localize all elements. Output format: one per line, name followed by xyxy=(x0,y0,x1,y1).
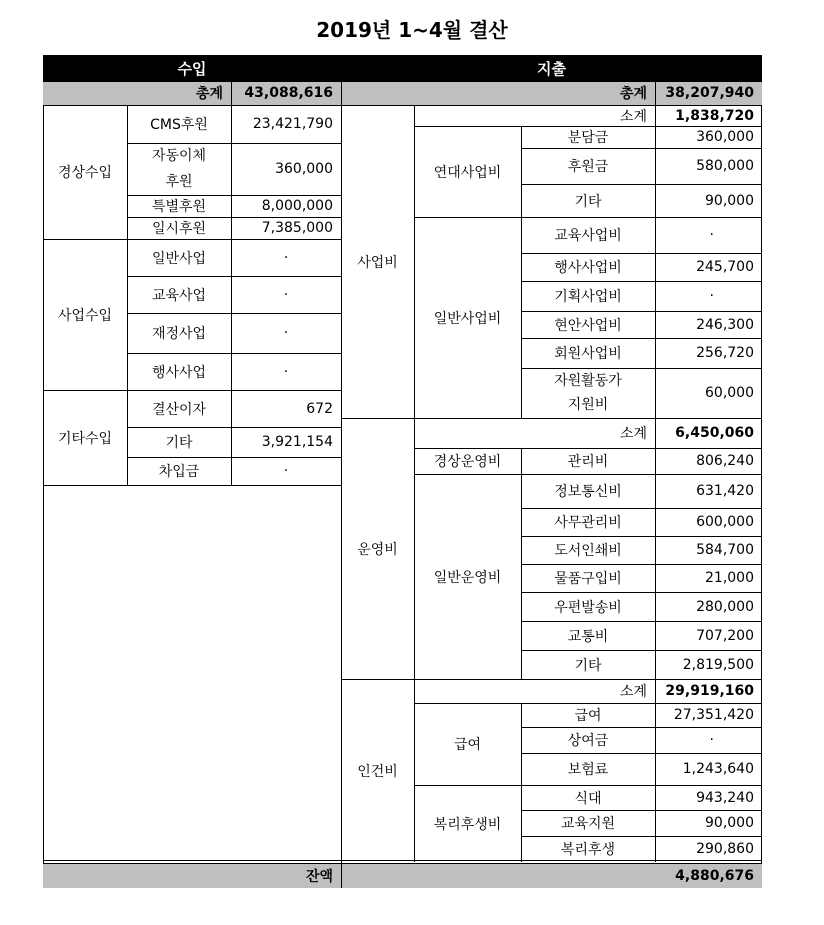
balance-label: 잔액 xyxy=(43,863,341,888)
expense-group-label: 연대사업비 xyxy=(433,164,502,181)
grid-line xyxy=(521,727,762,728)
income-item-value: 360,000 xyxy=(275,161,333,177)
expense-item-name: 급여 xyxy=(574,708,602,724)
grid-line xyxy=(43,390,341,391)
grid-line xyxy=(127,217,341,218)
grid-line xyxy=(414,448,762,449)
expense-item-name: 현안사업비 xyxy=(554,317,622,334)
expense-group-label: 경상운영비 xyxy=(433,454,502,470)
expense-item-name: 식대 xyxy=(574,790,602,807)
expense-item-name: 교육지원 xyxy=(560,816,616,832)
expense-item-value: 256,720 xyxy=(696,345,754,361)
grid-line xyxy=(521,650,762,651)
grid-line xyxy=(414,105,415,862)
grid-line xyxy=(414,126,762,127)
income-total-value: 43,088,616 xyxy=(231,81,341,105)
subtotal-label: 소계 xyxy=(619,426,647,442)
income-item-value: 7,385,000 xyxy=(261,220,333,236)
expense-item-name: 관리비 xyxy=(567,454,609,470)
expense-business-label: 사업비 xyxy=(357,254,398,271)
grid-line xyxy=(231,81,232,105)
grid-line xyxy=(414,785,762,786)
expense-item-value: 280,000 xyxy=(696,598,754,615)
income-item-value: · xyxy=(283,325,289,341)
grid-line xyxy=(127,457,341,458)
grid-line xyxy=(521,753,762,754)
income-item-name: 차입금 xyxy=(158,464,200,480)
expense-item-value: 21,000 xyxy=(705,570,754,586)
income-item-value: · xyxy=(283,249,289,266)
expense-item-value: 1,243,640 xyxy=(682,761,754,777)
grid-line xyxy=(521,810,762,811)
income-other-label: 기타수입 xyxy=(57,430,113,447)
grid-line xyxy=(521,126,522,418)
grid-line xyxy=(127,276,341,277)
expense-item-value: 584,700 xyxy=(696,542,754,558)
grid-line xyxy=(655,81,656,105)
subtotal-value: 1,838,720 xyxy=(675,107,754,124)
grid-line xyxy=(521,536,762,537)
income-item-name: 결산이자 xyxy=(151,401,207,418)
subtotal-label: 소계 xyxy=(619,684,647,700)
expense-item-name: 상여금 xyxy=(567,733,609,749)
income-item-name: 자동이체 후원 xyxy=(151,148,207,190)
expense-item-name: 자원활동가 지원비 xyxy=(554,373,622,413)
expense-item-name: 후원금 xyxy=(567,159,609,175)
income-item-value: 672 xyxy=(306,400,333,417)
expense-item-value: 246,300 xyxy=(696,316,754,333)
expense-item-name: 회원사업비 xyxy=(554,346,622,362)
expense-item-name: 사무관리비 xyxy=(554,515,622,531)
grid-line xyxy=(127,313,341,314)
expense-total-label: 총계 xyxy=(341,81,655,105)
expense-item-value: 360,000 xyxy=(696,129,754,145)
page-title: 2019년 1~4월 결산 xyxy=(316,18,508,42)
grid-line xyxy=(521,338,762,339)
income-item-name: 일반사업 xyxy=(151,250,207,267)
grid-line xyxy=(521,508,762,509)
grid-line xyxy=(521,564,762,565)
expense-item-value: 600,000 xyxy=(696,514,754,530)
expense-personnel-label: 인건비 xyxy=(357,763,398,780)
grid-line xyxy=(341,418,762,419)
grid-line xyxy=(127,427,341,428)
subtotal-value: 29,919,160 xyxy=(665,683,754,699)
grid-line xyxy=(521,148,762,149)
expense-item-name: 기타 xyxy=(574,193,602,210)
subtotal-value: 6,450,060 xyxy=(675,425,754,441)
income-total-label: 총계 xyxy=(43,81,231,105)
balance-value: 4,880,676 xyxy=(341,863,762,888)
income-item-value: · xyxy=(283,463,289,479)
expense-group-label: 급여 xyxy=(453,737,482,753)
expense-item-value: 90,000 xyxy=(705,192,754,209)
grid-line xyxy=(414,474,762,475)
grid-line xyxy=(127,143,341,144)
expense-item-value: 290,860 xyxy=(696,841,754,857)
grid-line xyxy=(414,217,762,218)
income-item-name: 일시후원 xyxy=(151,221,207,237)
income-item-value: 23,421,790 xyxy=(252,116,333,132)
subtotal-label: 소계 xyxy=(619,108,647,125)
grid-line xyxy=(655,105,656,862)
income-regular-label: 경상수입 xyxy=(57,165,113,181)
expense-group-label: 일반사업비 xyxy=(433,310,502,327)
grid-line xyxy=(341,679,762,680)
grid-line xyxy=(341,55,342,888)
expense-item-value: 245,700 xyxy=(696,259,754,275)
expense-item-name: 행사사업비 xyxy=(554,260,622,276)
grid-line xyxy=(43,863,762,864)
grid-line xyxy=(521,621,762,622)
expense-item-name: 물품구입비 xyxy=(554,571,622,587)
income-item-name: 행사사업 xyxy=(151,364,207,381)
income-business-label: 사업수입 xyxy=(57,307,113,324)
expense-item-value: 806,240 xyxy=(696,453,754,469)
grid-line xyxy=(231,105,232,485)
expense-item-value: 60,000 xyxy=(705,385,754,401)
expense-item-name: 도서인쇄비 xyxy=(554,543,622,559)
expense-operation-label: 운영비 xyxy=(357,541,398,558)
grid-line xyxy=(127,105,128,485)
grid-line xyxy=(521,311,762,312)
expense-item-value: · xyxy=(709,288,714,304)
expense-item-value: 631,420 xyxy=(696,483,754,499)
expense-item-value: 580,000 xyxy=(696,158,754,174)
income-item-name: 기타 xyxy=(165,435,193,451)
grid-line xyxy=(414,703,762,704)
grid-line xyxy=(521,368,762,369)
income-item-value: · xyxy=(283,286,289,303)
expense-item-name: 복리후생 xyxy=(560,842,616,858)
expense-item-name: 우편발송비 xyxy=(554,599,622,616)
expense-total-value: 38,207,940 xyxy=(655,81,762,105)
grid-line xyxy=(127,195,341,196)
income-item-name: 특별후원 xyxy=(151,199,207,215)
expense-item-value: · xyxy=(709,227,714,243)
expense-item-value: 90,000 xyxy=(705,815,754,831)
expense-item-name: 보험료 xyxy=(567,762,609,778)
expense-item-name: 기획사업비 xyxy=(554,289,622,305)
grid-line xyxy=(521,184,762,185)
expense-item-name: 교육사업비 xyxy=(554,228,622,244)
income-header: 수입 xyxy=(43,55,341,81)
expense-item-name: 기타 xyxy=(574,657,602,674)
income-item-value: · xyxy=(283,363,289,380)
grid-line xyxy=(43,485,341,486)
grid-line xyxy=(43,860,762,861)
income-item-name: CMS후원 xyxy=(150,117,208,133)
expense-item-name: 정보통신비 xyxy=(554,484,622,500)
expense-item-value: 2,819,500 xyxy=(682,656,754,673)
grid-line xyxy=(43,239,341,240)
expense-item-value: · xyxy=(709,732,714,748)
income-item-name: 재정사업 xyxy=(151,326,207,342)
expense-header: 지출 xyxy=(341,55,762,81)
grid-line xyxy=(521,836,762,837)
expense-group-label: 일반운영비 xyxy=(433,569,502,586)
expense-item-value: 27,351,420 xyxy=(673,707,754,723)
expense-item-value: 707,200 xyxy=(696,627,754,644)
income-item-name: 교육사업 xyxy=(151,287,207,304)
expense-group-label: 복리후생비 xyxy=(433,816,502,833)
expense-item-value: 943,240 xyxy=(696,789,754,806)
grid-line xyxy=(521,253,762,254)
grid-line xyxy=(127,353,341,354)
income-item-value: 8,000,000 xyxy=(261,198,333,214)
expense-item-name: 분담금 xyxy=(567,130,609,146)
expense-item-name: 교통비 xyxy=(567,628,609,645)
grid-line xyxy=(521,592,762,593)
grid-line xyxy=(521,281,762,282)
income-item-value: 3,921,154 xyxy=(261,434,333,450)
